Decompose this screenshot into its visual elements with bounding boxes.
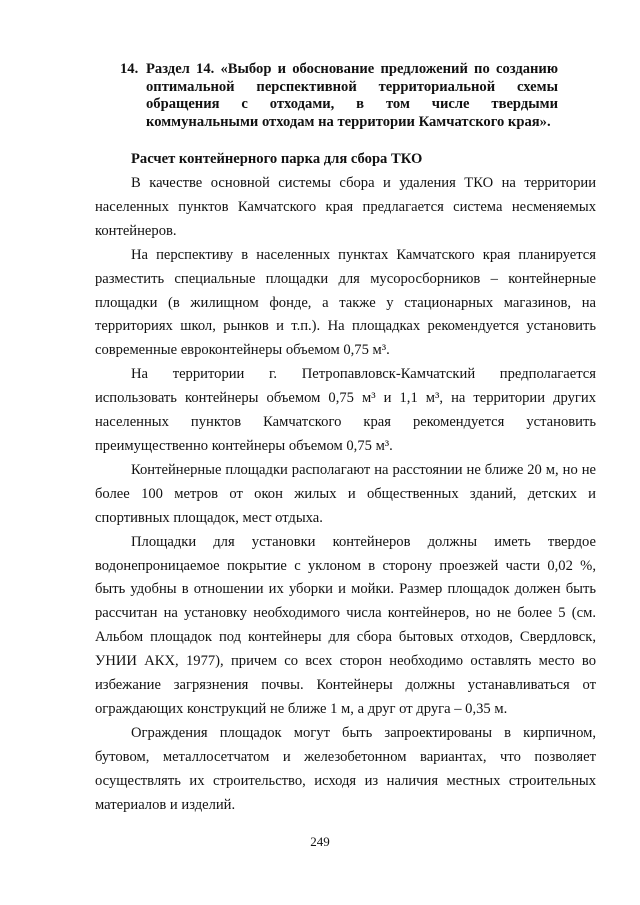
paragraph: Контейнерные площадки располагают на расстоянии не ближе 20 м, но не более 100 метров от окон жилых и общественных зданий, детских и спортивных площадок, мест отдыха. <box>95 461 596 526</box>
section-heading <box>120 61 558 131</box>
body-text <box>95 172 596 817</box>
paragraph: В качестве основной системы сбора и удаления ТКО на территории населенных пунктов Камчатского края предлагается система несменяемых контейнеров. <box>95 175 596 239</box>
section-number: 14. <box>120 61 139 77</box>
section-title: Раздел 14. «Выбор и обоснование предложений по созданию оптимальной перспективной территориальной схемы обращения с отходами, в том числе твердыми коммунальными отходам на территории Камчатского края». <box>146 61 558 130</box>
paragraph: На перспективу в населенных пунктах Камчатского края планируется разместить специальные площадки для мусоросборников – контейнерные площадки (в жилищном фонде, а также у стационарных магазинов, на территориях школ, рынков и т.п.). На площадках рекомендуется установить современные евроконтейнеры объемом 0,75 м³. <box>95 246 596 359</box>
paragraph: На территории г. Петропавловск-Камчатский предполагается использовать контейнеры объемом 0,75 м³ и 1,1 м³, на территории других населенных пунктов Камчатского края рекомендуется установить преимущественно контейнеры объемом 0,75 м³. <box>95 366 596 454</box>
paragraph: Площадки для установки контейнеров должны иметь твердое водонепроницаемое покрытие с уклоном в сторону проезжей части 0,02 %, быть удобны в отношении их уборки и мойки. Размер площадок должен быть рассчитан на установку необходимого числа контейнеров, но не более 5 (см. Альбом площадок под контейнеры для сбора бытовых отходов, Свердловск, УНИИ АКХ, 1977), причем со всех сторон необходимо оставлять место во избежание загрязнения почвы. Контейнеры должны устанавливаться от ограждающих конструкций не ближе 1 м, а друг от друга – 0,35 м. <box>95 533 596 717</box>
paragraph: Ограждения площадок могут быть запроектированы в кирпичном, бутовом, металлосетчатом и железобетонном вариантах, что позволяет осуществлять их строительство, исходя из наличия местных строительных материалов и изделий. <box>95 724 596 813</box>
page-number: 249 <box>310 834 330 849</box>
subheading: Расчет контейнерного парка для сбора ТКО <box>131 151 423 167</box>
